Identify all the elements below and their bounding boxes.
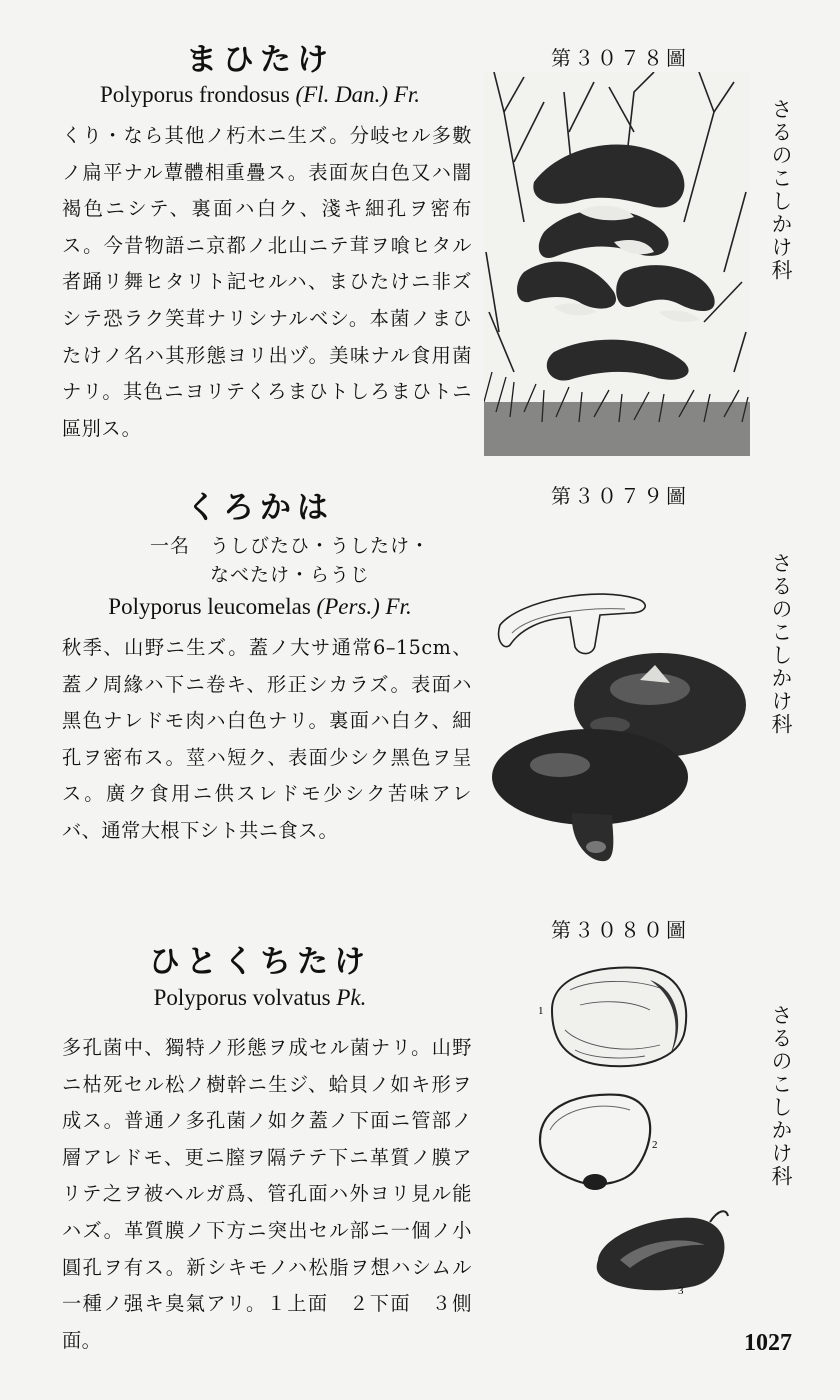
fig-label-3: 3 [678, 1285, 684, 1297]
fig-label-2: 2 [652, 1139, 658, 1151]
figure-hitokuchitake-illustration [530, 960, 740, 1300]
entry-description: 秋季、山野ニ生ズ。蓋ノ大サ通常6–15cm、蓋ノ周緣ハ下ニ卷キ、形正シカラズ。表面ハ黑色ナレドモ肉ハ白色ナリ。裏面ハ白ク、細孔ヲ密布ス。莖ハ短ク、表面少シク黑色ヲ呈ス。廣ク食用ニ供スレドモ少シク苦味アレバ、通常大根下シト共ニ食ス。 [62, 636, 472, 842]
latin-name [40, 82, 480, 108]
latin-genus-species: Polyporus frondosus [99, 82, 290, 107]
family-label: さるのこしかけ科 [769, 552, 793, 736]
figure-number: 第３０８０圖 [551, 918, 689, 942]
latin-name [40, 985, 480, 1011]
latin-genus-species: Polyporus leucomelas [108, 594, 311, 619]
entry-description: 多孔菌中、獨特ノ形態ヲ成セル菌ナリ。山野ニ枯死セル松ノ樹幹ニ生ジ、蛤貝ノ如キ形ヲ成ス。普通ノ多孔菌ノ如ク蓋ノ下面ニ管部ノ層アレドモ、更ニ膣ヲ隔テテ下ニ革質ノ膜アリテ之ヲ被ヘルガ爲、管孔面ハ外ヨリ見ル能ハズ。革質膜ノ下方ニ突出セル部ニ一個ノ小圓孔ヲ有ス。新シキモノハ松脂ヲ想ハシムル一種ノ强キ臭氣アリ。１上面 ２下面 ３側面。 [62, 1036, 472, 1352]
family-label: さるのこしかけ科 [769, 98, 793, 282]
latin-authority: Pk. [336, 985, 367, 1010]
figure-kurokawa-illustration [490, 585, 752, 870]
figure-number: 第３０７８圖 [551, 46, 689, 70]
entry-description: くり・なら其他ノ朽木ニ生ズ。分岐セル多數ノ扁平ナル蕈體相重疊ス。表面灰白色又ハ闇褐色ニシテ、裏面ハ白ク、淺キ細孔ヲ密布ス。今昔物語ニ京都ノ北山ニテ茸ヲ喰ヒタル者踊リ舞ヒタリト記セルハ、まひたけニ非ズシテ恐ラク笑茸ナリシナルベシ。本菌ノまひたけノ名ハ其形態ヨリ出ヅ。美味ナル食用菌ナリ。其色ニヨリテくろまひトしろまひトニ區別ス。 [62, 124, 472, 440]
latin-authority: (Fl. Dan.) Fr. [295, 82, 421, 107]
family-label: さるのこしかけ科 [769, 1004, 793, 1188]
page-number: 1027 [744, 1330, 792, 1356]
latin-genus-species: Polyporus volvatus [153, 985, 331, 1010]
latin-authority: (Pers.) Fr. [316, 594, 412, 619]
alias-line-1: 一名 うしびたひ・うしたけ・ [149, 535, 430, 557]
figure-maitake-illustration [484, 72, 750, 456]
entry-title: まひたけ [186, 42, 334, 78]
alias-line-2: なべたけ・らうじ [209, 564, 370, 586]
figure-number: 第３０７９圖 [551, 484, 689, 508]
entry-title: ひとくちたけ [149, 944, 371, 980]
latin-name [40, 594, 480, 620]
fig-label-1: 1 [538, 1005, 544, 1017]
entry-title: くろかは [186, 490, 334, 526]
